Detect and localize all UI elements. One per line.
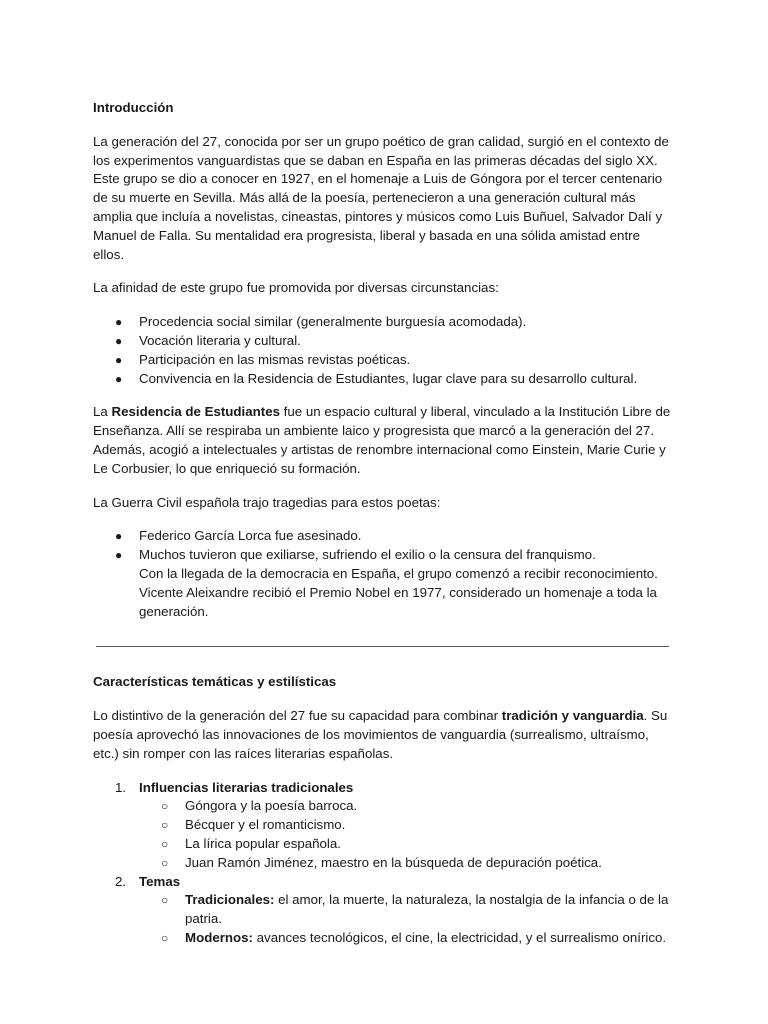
sub-list <box>139 797 672 872</box>
list-item: ○ Modernos: avances tecnológicos, el cine, la electricidad, y el surrealismo onírico. <box>139 929 672 948</box>
bullet-icon: ● <box>115 529 123 544</box>
list-item-title: Influencias literarias tradicionales <box>139 779 354 795</box>
bullet-icon: ● <box>115 315 123 330</box>
list-item: ● Participación en las mismas revistas poéticas. <box>93 351 672 370</box>
list-item: ○ Tradicionales: el amor, la muerte, la naturaleza, la nostalgia de la infancia o de la patria. <box>161 892 669 927</box>
list-number: 1. <box>115 779 127 795</box>
caracteristicas-paragraph: Lo distintivo de la generación del 27 fue su capacidad para combinar tradición y vanguardia. Su poesía aprovechó las innovaciones de los movimientos de vanguardia (surrealismo, ultraísmo, etc.) sin romper con las raíces literarias españolas. <box>93 708 668 761</box>
list-item: ● Convivencia en la Residencia de Estudiantes, lugar clave para su desarrollo cultural. <box>93 370 672 389</box>
intro-paragraph: La generación del 27, conocida por ser un grupo poético de gran calidad, surgió en el contexto de los experimentos vanguardistas que se daban en España en las primeras décadas del siglo XX. Este grupo se dio a conocer en 1927, en el homenaje a Luis de Góngora por el tercer centenario de su muerte en Sevilla. Más allá de la poesía, pertenecieron a una generación cultural más amplia que incluía a novelistas, cineastas, pintores y músicos como Luis Buñuel, Salvador Dalí y Manuel de Falla. Su mentalidad era progresista, liberal y basada en una sólida amistad entre ellos. <box>93 133 669 262</box>
list-item: ○ Juan Ramón Jiménez, maestro en la búsqueda de depuración poética. <box>139 854 672 873</box>
list-item: ○ Góngora y la poesía barroca. <box>139 797 672 816</box>
guerra-civil-list <box>93 527 672 621</box>
numbered-list <box>93 779 672 948</box>
list-item: ● Procedencia social similar (generalmente burguesía acomodada). <box>93 313 672 332</box>
horizontal-divider <box>96 646 669 647</box>
bullet-icon: ● <box>115 352 123 367</box>
sub-list <box>139 891 672 947</box>
residencia-bold: Residencia de Estudiantes <box>111 404 280 420</box>
numbered-item-temas <box>93 873 672 948</box>
list-item: ● Vocación literaria y cultural. <box>93 332 672 351</box>
guerra-civil-paragraph: La Guerra Civil española trajo tragedias para estos poetas: <box>93 494 441 510</box>
circle-bullet-icon: ○ <box>161 893 169 908</box>
tradicion-vanguardia-bold: tradición y vanguardia <box>501 708 644 724</box>
residencia-paragraph: La Residencia de Estudiantes fue un espacio cultural y liberal, vinculado a la Institución Libre de Enseñanza. Allí se respiraba un ambiente laico y progresista que marcó a la generación del 27. Además, acogió a intelectuales y artistas de renombre internacional como Einstein, Marie Curie y Le Corbusier, lo que enriqueció su formación. <box>93 404 671 476</box>
afinidad-paragraph: La afinidad de este grupo fue promovida por diversas circunstancias: <box>93 280 499 296</box>
circle-bullet-icon: ○ <box>161 818 169 833</box>
circle-bullet-icon: ○ <box>161 855 169 870</box>
list-item: ○ La lírica popular española. <box>139 835 672 854</box>
list-number: 2. <box>115 873 127 889</box>
section-heading-introduccion: Introducción <box>93 100 174 115</box>
bullet-icon: ● <box>115 333 123 348</box>
continuation-line: Con la llegada de la democracia en España, el grupo comenzó a recibir reconocimiento. <box>139 565 658 581</box>
circle-bullet-icon: ○ <box>161 799 169 814</box>
section-caracteristicas <box>93 673 672 947</box>
bullet-icon: ● <box>115 548 123 563</box>
continuation-line: Vicente Aleixandre recibió el Premio Nobel en 1977, considerado un homenaje a toda la generación. <box>139 584 657 619</box>
list-item-title: Temas <box>139 873 181 889</box>
list-item: ○ Bécquer y el romanticismo. <box>139 816 672 835</box>
circle-bullet-icon: ○ <box>161 930 169 945</box>
list-item: ● Federico García Lorca fue asesinado. <box>93 527 672 546</box>
list-item: ● Muchos tuvieron que exiliarse, sufriendo el exilio o la censura del franquismo. Con la llegada de la democracia en España, el grupo comenzó a recibir reconocimiento. Vicente Aleixandre recibió el Premio Nobel en 1977, considerado un homenaje a toda la generación. <box>93 546 672 621</box>
section-heading-caracteristicas: Características temáticas y estilísticas <box>93 674 337 690</box>
bullet-icon: ● <box>115 371 123 386</box>
circle-bullet-icon: ○ <box>161 836 169 851</box>
afinidad-list <box>93 313 672 388</box>
numbered-item-influencias <box>93 779 672 873</box>
